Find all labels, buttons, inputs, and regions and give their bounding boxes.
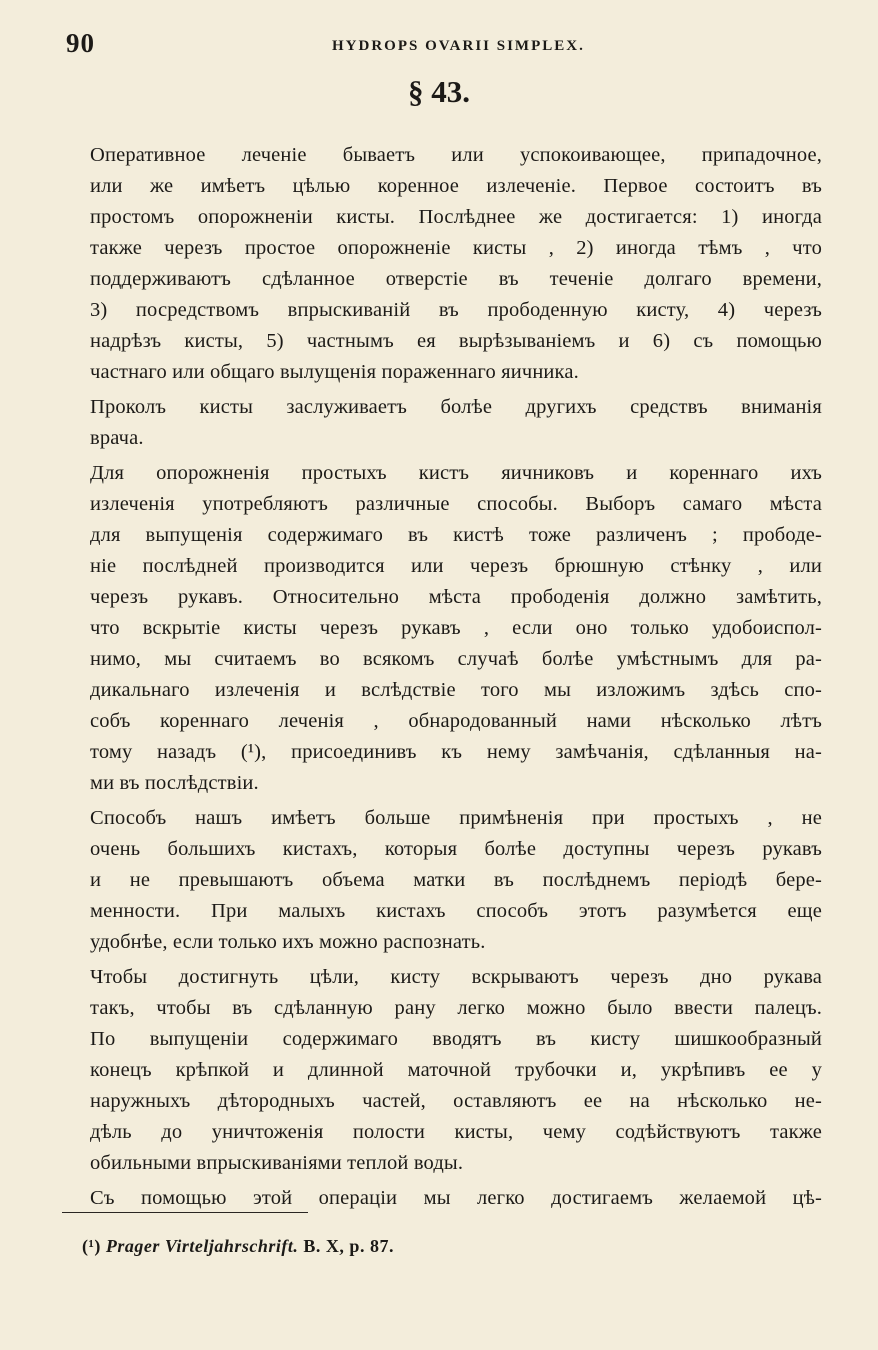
text-line: Для опорожненія простыхъ кистъ яичниковъ и кореннаго ихъ — [90, 462, 822, 484]
text-line: тому назадъ (¹), присоединивъ къ нему замѣчанія, сдѣланныя на- — [90, 741, 822, 763]
section-title: § 43. — [408, 74, 470, 109]
paragraph — [90, 962, 822, 1179]
body-text — [90, 140, 822, 1214]
text-line: такъ, чтобы въ сдѣланную рану легко можно было ввести палецъ. — [90, 997, 822, 1019]
text-line: простомъ опорожненіи кисты. Послѣднее же достигается: 1) иногда — [90, 206, 822, 228]
text-line: По выпущеніи содержимаго вводятъ въ кисту шишкообразный — [90, 1028, 822, 1050]
text-line: ніе послѣдней производится или черезъ брюшную стѣнку , или — [90, 555, 822, 577]
text-line: собъ кореннаго леченія , обнародованный нами нѣсколько лѣтъ — [90, 710, 822, 732]
text-line: Способъ нашъ имѣетъ больше примѣненія при простыхъ , не — [90, 807, 822, 829]
text-line: обильными впрыскиваніями теплой воды. — [90, 1152, 464, 1174]
text-line: ми въ послѣдствіи. — [90, 772, 259, 794]
text-line: очень большихъ кистахъ, которыя болѣе доступны черезъ рукавъ — [90, 838, 822, 860]
text-line: Оперативное леченіе бываетъ или успокоивающее, припадочное, — [90, 144, 822, 166]
text-line: дикальнаго излеченія и вслѣдствіе того мы изложимъ здѣсь спо- — [90, 679, 822, 701]
paragraph — [90, 140, 822, 388]
text-line: Проколъ кисты заслуживаетъ болѣе другихъ средствъ вниманія — [90, 396, 822, 418]
text-line: или же имѣетъ цѣлью коренное излеченіе. Первое состоитъ въ — [90, 175, 822, 197]
running-head: HYDROPS OVARII SIMPLEX. — [332, 38, 585, 54]
text-line: нимо, мы считаемъ во всякомъ случаѣ болѣе умѣстнымъ для ра- — [90, 648, 822, 670]
text-line: надрѣзъ кисты, 5) частнымъ ея вырѣзываніемъ и 6) съ помощью — [90, 330, 822, 352]
paragraph — [90, 803, 822, 958]
paragraph — [90, 1183, 822, 1214]
text-line: черезъ рукавъ. Относительно мѣста прободенія должно замѣтить, — [90, 586, 822, 608]
paragraph — [90, 392, 822, 454]
footnote-source-title: Prager Virteljahrschrift. — [105, 1236, 299, 1256]
text-line: поддерживаютъ сдѣланное отверстіе въ теченіе долгаго времени, — [90, 268, 822, 290]
text-line: дѣль до уничтоженія полости кисты, чему содѣйствуютъ также — [90, 1121, 822, 1143]
text-line: излеченія употребляютъ различные способы. Выборъ самаго мѣста — [90, 493, 822, 515]
text-line: удобнѣе, если только ихъ можно распознать. — [90, 931, 486, 953]
text-line: врача. — [90, 427, 144, 449]
page-number: 90 — [66, 28, 95, 58]
text-line: и не превышаютъ объема матки въ послѣднемъ періодѣ бере- — [90, 869, 822, 891]
text-line: для выпущенія содержимаго въ кистѣ тоже различенъ ; прободе- — [90, 524, 822, 546]
text-line: 3) посредствомъ впрыскиваній въ прободенную кисту, 4) черезъ — [90, 299, 822, 321]
text-line: менности. При малыхъ кистахъ способъ этотъ разумѣется еще — [90, 900, 822, 922]
text-line: конецъ крѣпкой и длинной маточной трубочки и, укрѣпивъ ее у — [90, 1059, 822, 1081]
text-line: что вскрытіе кисты черезъ рукавъ , если оно только удобоиспол- — [90, 617, 822, 639]
footnote-divider — [62, 1212, 308, 1213]
text-line: частнаго или общаго вылущенія пораженнаго яичника. — [90, 361, 579, 383]
footnote — [82, 1236, 394, 1257]
footnote-marker: (¹) — [82, 1236, 101, 1256]
text-line: Чтобы достигнуть цѣли, кисту вскрываютъ черезъ дно рукава — [90, 966, 822, 988]
paragraph — [90, 458, 822, 799]
text-line: Съ помощью этой операціи мы легко достигаемъ желаемой цѣ- — [90, 1187, 822, 1209]
text-line: также черезъ простое опорожненіе кисты , 2) иногда тѣмъ , что — [90, 237, 822, 259]
footnote-reference: B. X, p. 87. — [303, 1236, 394, 1256]
text-line: наружныхъ дѣтородныхъ частей, оставляютъ ее на нѣсколько не- — [90, 1090, 822, 1112]
